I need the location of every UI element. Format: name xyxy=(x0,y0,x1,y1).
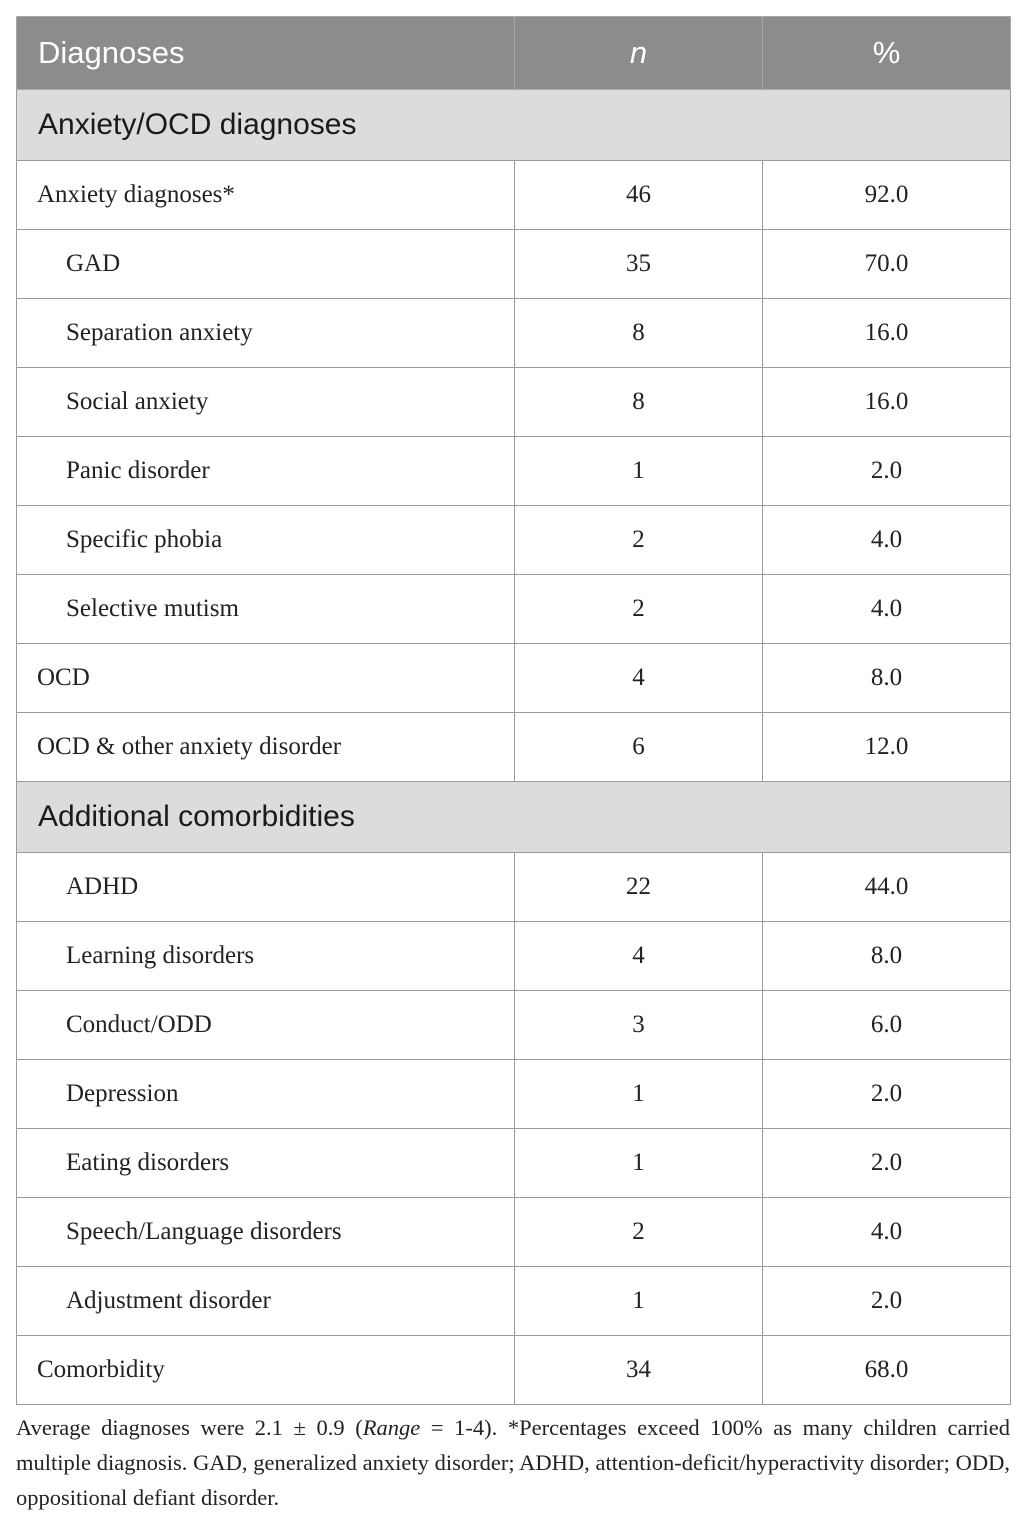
header-percent: % xyxy=(763,17,1011,90)
row-percent-value: 2.0 xyxy=(763,1060,1011,1129)
row-label: ADHD xyxy=(17,853,515,922)
row-n-value: 34 xyxy=(515,1336,763,1405)
row-percent-value: 70.0 xyxy=(763,230,1011,299)
section-title: Anxiety/OCD diagnoses xyxy=(17,90,1011,161)
row-label: Separation anxiety xyxy=(17,299,515,368)
table-row xyxy=(17,922,1011,991)
table-row xyxy=(17,713,1011,782)
row-percent-value: 4.0 xyxy=(763,575,1011,644)
row-percent-value: 2.0 xyxy=(763,1129,1011,1198)
row-n-value: 2 xyxy=(515,1198,763,1267)
row-label: OCD & other anxiety disorder xyxy=(17,713,515,782)
row-percent-value: 44.0 xyxy=(763,853,1011,922)
row-percent-value: 2.0 xyxy=(763,437,1011,506)
row-n-value: 1 xyxy=(515,437,763,506)
row-n-value: 2 xyxy=(515,575,763,644)
diagnoses-table xyxy=(16,16,1011,1405)
row-percent-value: 16.0 xyxy=(763,368,1011,437)
section-header-row xyxy=(17,782,1011,853)
table-row xyxy=(17,1336,1011,1405)
row-label: Depression xyxy=(17,1060,515,1129)
table-row xyxy=(17,230,1011,299)
row-label: Learning disorders xyxy=(17,922,515,991)
row-percent-value: 2.0 xyxy=(763,1267,1011,1336)
table-row xyxy=(17,991,1011,1060)
footnote-range-word: Range xyxy=(362,1415,421,1440)
row-n-value: 1 xyxy=(515,1129,763,1198)
table-row xyxy=(17,1267,1011,1336)
table-row xyxy=(17,161,1011,230)
table-row xyxy=(17,437,1011,506)
row-percent-value: 8.0 xyxy=(763,922,1011,991)
row-n-value: 35 xyxy=(515,230,763,299)
row-label: Comorbidity xyxy=(17,1336,515,1405)
header-n: n xyxy=(515,17,763,90)
table-row xyxy=(17,644,1011,713)
table-row xyxy=(17,1129,1011,1198)
diagnoses-table-container xyxy=(16,16,1010,1405)
row-n-value: 1 xyxy=(515,1267,763,1336)
row-n-value: 2 xyxy=(515,506,763,575)
table-row xyxy=(17,575,1011,644)
row-n-value: 3 xyxy=(515,991,763,1060)
row-percent-value: 92.0 xyxy=(763,161,1011,230)
row-label: Specific phobia xyxy=(17,506,515,575)
section-title: Additional comorbidities xyxy=(17,782,1011,853)
row-label: Adjustment disorder xyxy=(17,1267,515,1336)
row-percent-value: 8.0 xyxy=(763,644,1011,713)
row-n-value: 8 xyxy=(515,368,763,437)
row-label: OCD xyxy=(17,644,515,713)
row-label: Selective mutism xyxy=(17,575,515,644)
row-percent-value: 12.0 xyxy=(763,713,1011,782)
header-diagnoses: Diagnoses xyxy=(17,17,515,90)
row-label: Panic disorder xyxy=(17,437,515,506)
row-n-value: 46 xyxy=(515,161,763,230)
table-body xyxy=(17,90,1011,1405)
row-n-value: 8 xyxy=(515,299,763,368)
row-percent-value: 16.0 xyxy=(763,299,1011,368)
table-row xyxy=(17,1060,1011,1129)
row-n-value: 4 xyxy=(515,922,763,991)
row-percent-value: 4.0 xyxy=(763,506,1011,575)
row-label: Anxiety diagnoses* xyxy=(17,161,515,230)
table-row xyxy=(17,853,1011,922)
table-row xyxy=(17,1198,1011,1267)
table-header-row xyxy=(17,17,1011,90)
row-percent-value: 68.0 xyxy=(763,1336,1011,1405)
row-n-value: 1 xyxy=(515,1060,763,1129)
row-label: Social anxiety xyxy=(17,368,515,437)
footnote-text-2: = 1-4). *Percentages exceed 100% as many children carried multiple diagnosis. GAD, generalized anxiety disorder; ADHD, attention-deficit/hyperactivity disorder; ODD, oppositional defiant disorder. xyxy=(16,1415,1010,1510)
row-label: Conduct/ODD xyxy=(17,991,515,1060)
table-row xyxy=(17,299,1011,368)
row-percent-value: 6.0 xyxy=(763,991,1011,1060)
row-label: Eating disorders xyxy=(17,1129,515,1198)
row-percent-value: 4.0 xyxy=(763,1198,1011,1267)
footnote-text-1: Average diagnoses were 2.1 ± 0.9 ( xyxy=(16,1415,363,1440)
row-n-value: 6 xyxy=(515,713,763,782)
table-row xyxy=(17,506,1011,575)
row-label: GAD xyxy=(17,230,515,299)
row-n-value: 4 xyxy=(515,644,763,713)
section-header-row xyxy=(17,90,1011,161)
row-label: Speech/Language disorders xyxy=(17,1198,515,1267)
row-n-value: 22 xyxy=(515,853,763,922)
table-row xyxy=(17,368,1011,437)
table-footnote xyxy=(16,1410,1010,1515)
